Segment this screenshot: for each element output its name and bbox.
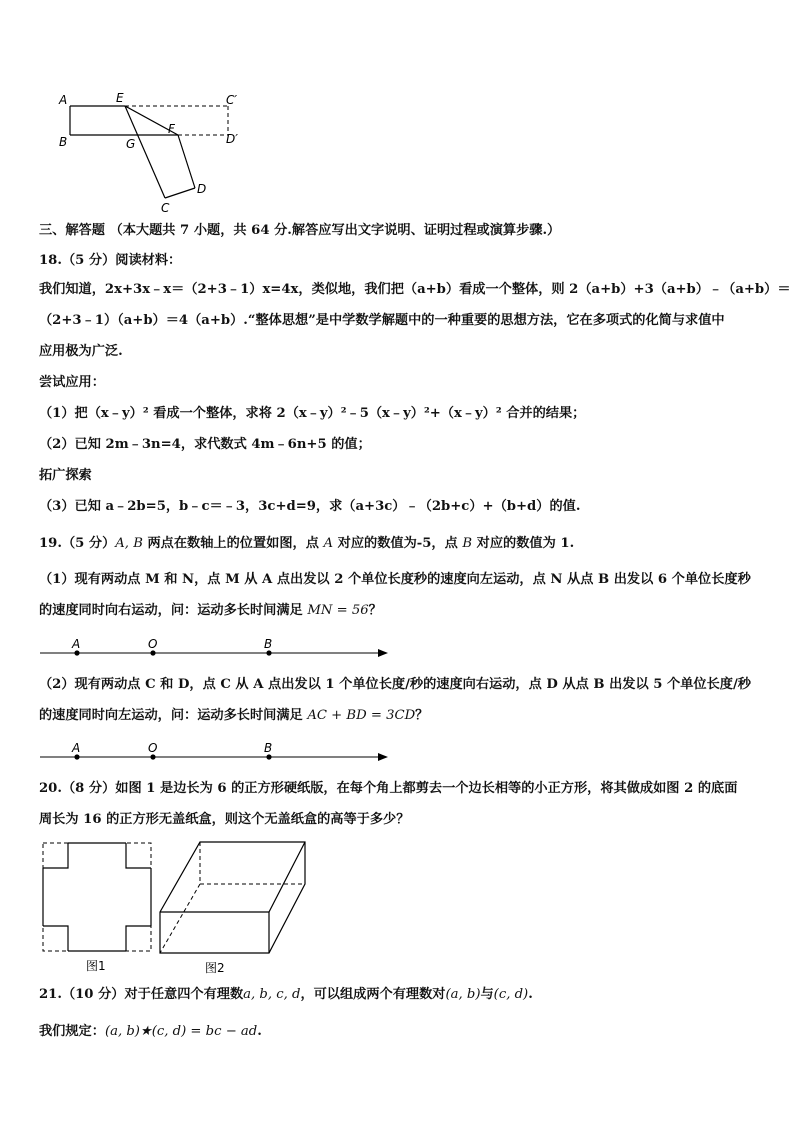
q18-material-line-2: （2+3﹣1）（a+b）＝4（a+b）.“整体思想”是中学数学解题中的一种重要的思想方法，它在多项式的化简与求值中 (39, 313, 725, 328)
q19-text-c: 对应的数值为-5，点 (333, 536, 463, 551)
q19-var-A: A (323, 536, 334, 551)
q21-text-b: ，可以组成两个有理数对 (300, 987, 446, 1002)
q19-sub-1-line-1: （1）现有两动点 M 和 N，点 M 从 A 点出发以 2 个单位长度秒的速度向左运动，点 N 从点 B 出发以 6 个单位长度秒 (39, 572, 751, 587)
q21-define-text: 我们规定： (39, 1024, 105, 1039)
q19-sub-1-line-2 (39, 602, 382, 620)
axis2-label-O: O (148, 741, 158, 755)
label-B: B (59, 135, 68, 149)
q18-material-line-1: 我们知道，2x+3x﹣x＝（2+3﹣1）x=4x，类似地，我们把（a+b）看成一个整体，则 2（a+b）+3（a+b）﹣（a+b）＝ (39, 282, 791, 297)
q19-number: 19.（5 分） (39, 536, 116, 551)
box-figures (38, 838, 313, 978)
q19-text-d: 对应的数值为 1. (472, 536, 575, 551)
folded-rectangle-figure (50, 88, 250, 218)
axis1-label-A: A (72, 637, 81, 651)
q21-text-a: 21.（10 分）对于任意四个有理数 (39, 987, 244, 1002)
q21-define-end: . (257, 1024, 262, 1039)
q19-sub-2-equation: AC + BD = 3CD (307, 708, 416, 723)
axis1-label-O: O (148, 637, 158, 651)
q19-sub-2-text: 的速度同时向左运动，问：运动多长时间满足 (39, 708, 308, 723)
label-D-prime: D′ (226, 132, 238, 146)
q19-sub-1-q: ？ (368, 603, 382, 618)
label-A: A (59, 93, 68, 107)
q20-line-2: 周长为 16 的正方形无盖纸盒，则这个无盖纸盒的高等于多少？ (39, 812, 410, 827)
figure-1-caption: 图1 (86, 959, 106, 973)
q19-sub-1-equation: MN = 56 (307, 603, 369, 618)
q18-sub-3: （3）已知 a﹣2b=5，b﹣c＝﹣3，3c+d=9，求（a+3c）﹣（2b+c）+（b+d）的值. (39, 499, 581, 514)
q19-sub-2-q: ？ (415, 708, 429, 723)
q18-sub-2: （2）已知 2m﹣3n=4，求代数式 4m﹣6n+5 的值； (39, 437, 371, 452)
label-D: D (197, 182, 207, 196)
label-F: F (168, 122, 175, 136)
q21-line-2 (39, 1023, 262, 1041)
section-heading: 三、解答题 （本大题共 7 小题，共 64 分.解答应写出文字说明、证明过程或演算步骤.） (39, 223, 561, 238)
q21-text-d: . (528, 987, 533, 1002)
label-E: E (116, 91, 124, 105)
q18-sub-1: （1）把（x﹣y）² 看成一个整体，求将 2（x﹣y）²﹣5（x﹣y）²+（x﹣y）² 合并的结果； (39, 406, 586, 421)
q21-definition: (a, b)★(c, d) = bc − ad (104, 1024, 258, 1039)
q19-sub-1-text: 的速度同时向右运动，问：运动多长时间满足 (39, 603, 308, 618)
q18-title: 18.（5 分）阅读材料： (39, 253, 182, 268)
q19-vars: A, B (115, 536, 143, 551)
q21-line-1 (39, 986, 533, 1004)
number-line-1 (35, 634, 395, 660)
label-G: G (126, 137, 136, 151)
label-C-prime: C′ (226, 93, 238, 107)
q21-pair-1: (a, b) (445, 987, 481, 1002)
q18-try-heading: 尝试应用： (39, 375, 105, 390)
q19-var-B: B (462, 536, 473, 551)
q20-line-1: 20.（8 分）如图 1 是边长为 6 的正方形硬纸版，在每个角上都剪去一个边长相等的小正方形，将其做成如图 2 的底面 (39, 781, 738, 796)
axis2-label-A: A (72, 741, 81, 755)
q21-pair-2: (c, d) (493, 987, 529, 1002)
axis2-label-B: B (264, 741, 273, 755)
q19-sub-2-line-1: （2）现有两动点 C 和 D，点 C 从 A 点出发以 1 个单位长度/秒的速度向右运动，点 D 从点 B 出发以 5 个单位长度/秒 (39, 677, 751, 692)
number-line-2 (35, 738, 395, 764)
q18-extend-heading: 拓广探索 (39, 468, 92, 483)
axis1-label-B: B (264, 637, 273, 651)
q19-title (39, 535, 574, 553)
q19-sub-2-line-2 (39, 707, 428, 725)
label-C: C (161, 201, 170, 215)
q21-text-c: 与 (480, 987, 494, 1002)
q19-text-b: 两点在数轴上的位置如图，点 (142, 536, 324, 551)
q18-material-line-3: 应用极为广泛. (39, 344, 123, 359)
figure-2-caption: 图2 (205, 961, 225, 975)
q21-vars: a, b, c, d (243, 987, 301, 1002)
